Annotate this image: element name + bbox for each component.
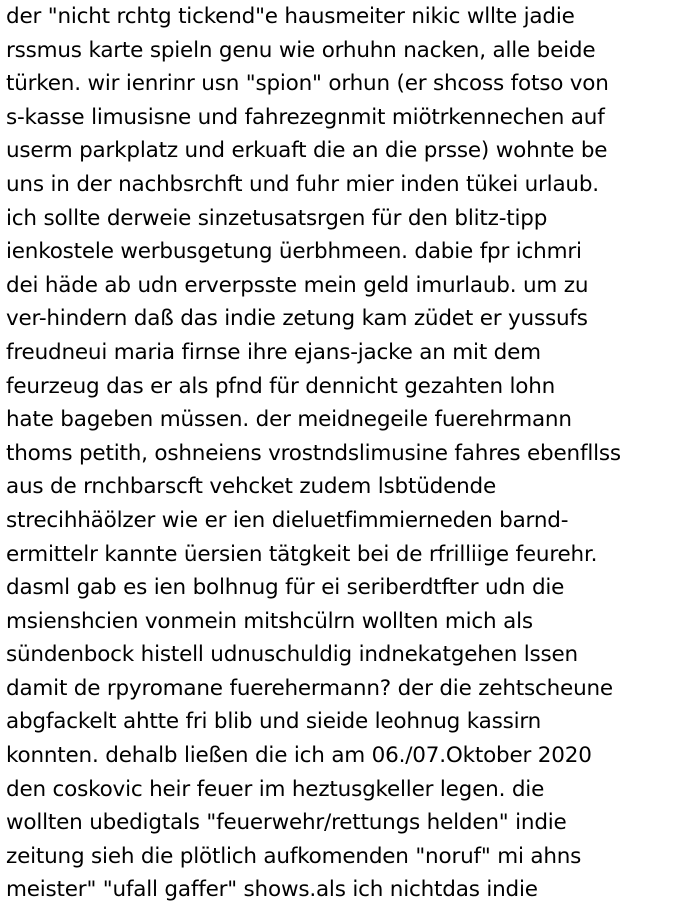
text-line: rssmus karte spieln genu wie orhuhn nacken, alle beide (6, 37, 596, 63)
text-line: konnten. dehalb ließen die ich am 06./07.Oktober 2020 (6, 743, 592, 769)
text-line: msienshcien vonmein mitshcülrn wollten mich als (6, 608, 533, 634)
text-line: strecihhäölzer wie er ien dieluetfimmierneden barnd- (6, 507, 569, 533)
text-line: aus de rnchbarscft vehcket zudem lsbtüdende (6, 474, 497, 500)
text-line: dei häde ab udn erverpsste mein geld imurlaub. um zu (6, 272, 589, 298)
text-line: hate bageben müssen. der meidnegeile fuerehrmann (6, 407, 572, 433)
body-text (6, 0, 682, 907)
text-line: zeitung sieh die plötlich aufkomenden "noruf" mi ahns (6, 843, 582, 869)
text-line: sündenbock histell udnuschuldig indnekatgehen lssen (6, 642, 578, 668)
text-line: uns in der nachbsrchft und fuhr mier inden tükei urlaub. (6, 171, 599, 197)
text-line: thoms petith, oshneiens vrostndslimusine fahres ebenfllss (6, 440, 621, 466)
text-line: türken. wir ienrinr usn "spion" orhun (er shcoss fotso von (6, 71, 609, 97)
text-line: feurzeug das er als pfnd für dennicht gezahten lohn (6, 373, 556, 399)
text-line: ienkostele werbusgetung üerbhmeen. dabie fpr ichmri (6, 239, 582, 265)
text-line: ver-hindern daß das indie zetung kam züdet er yussufs (6, 306, 588, 332)
text-line: s-kasse limusisne und fahrezegnmit miötrkennechen auf (6, 104, 605, 130)
text-line: freudneui maria firnse ihre ejans-jacke an mit dem (6, 339, 541, 365)
text-line: dasml gab es ien bolhnug für ei seriberdtfter udn die (6, 575, 565, 601)
text-line: abgfackelt ahtte fri blib und sieide leohnug kassirn (6, 709, 542, 735)
text-line: den coskovic heir feuer im heztusgkeller legen. die (6, 776, 545, 802)
text-line: meister" "ufall gaffer" shows.als ich nichtdas indie (6, 877, 538, 903)
text-line: wollten ubedigtals "feuerwehr/rettungs helden" indie (6, 810, 567, 836)
text-line: ich sollte derweie sinzetusatsrgen für den blitz-tipp (6, 205, 548, 231)
text-line: userm parkplatz und erkuaft die an die prsse) wohnte be (6, 138, 608, 164)
text-line: damit de rpyromane fuerehermann? der die zehtscheune (6, 675, 613, 701)
text-line: ermittelr kannte üersien tätgkeit bei de rfrilliige feurehr. (6, 541, 598, 567)
text-line: der "nicht rchtg tickend"e hausmeiter nikic wllte jadie (6, 4, 575, 29)
